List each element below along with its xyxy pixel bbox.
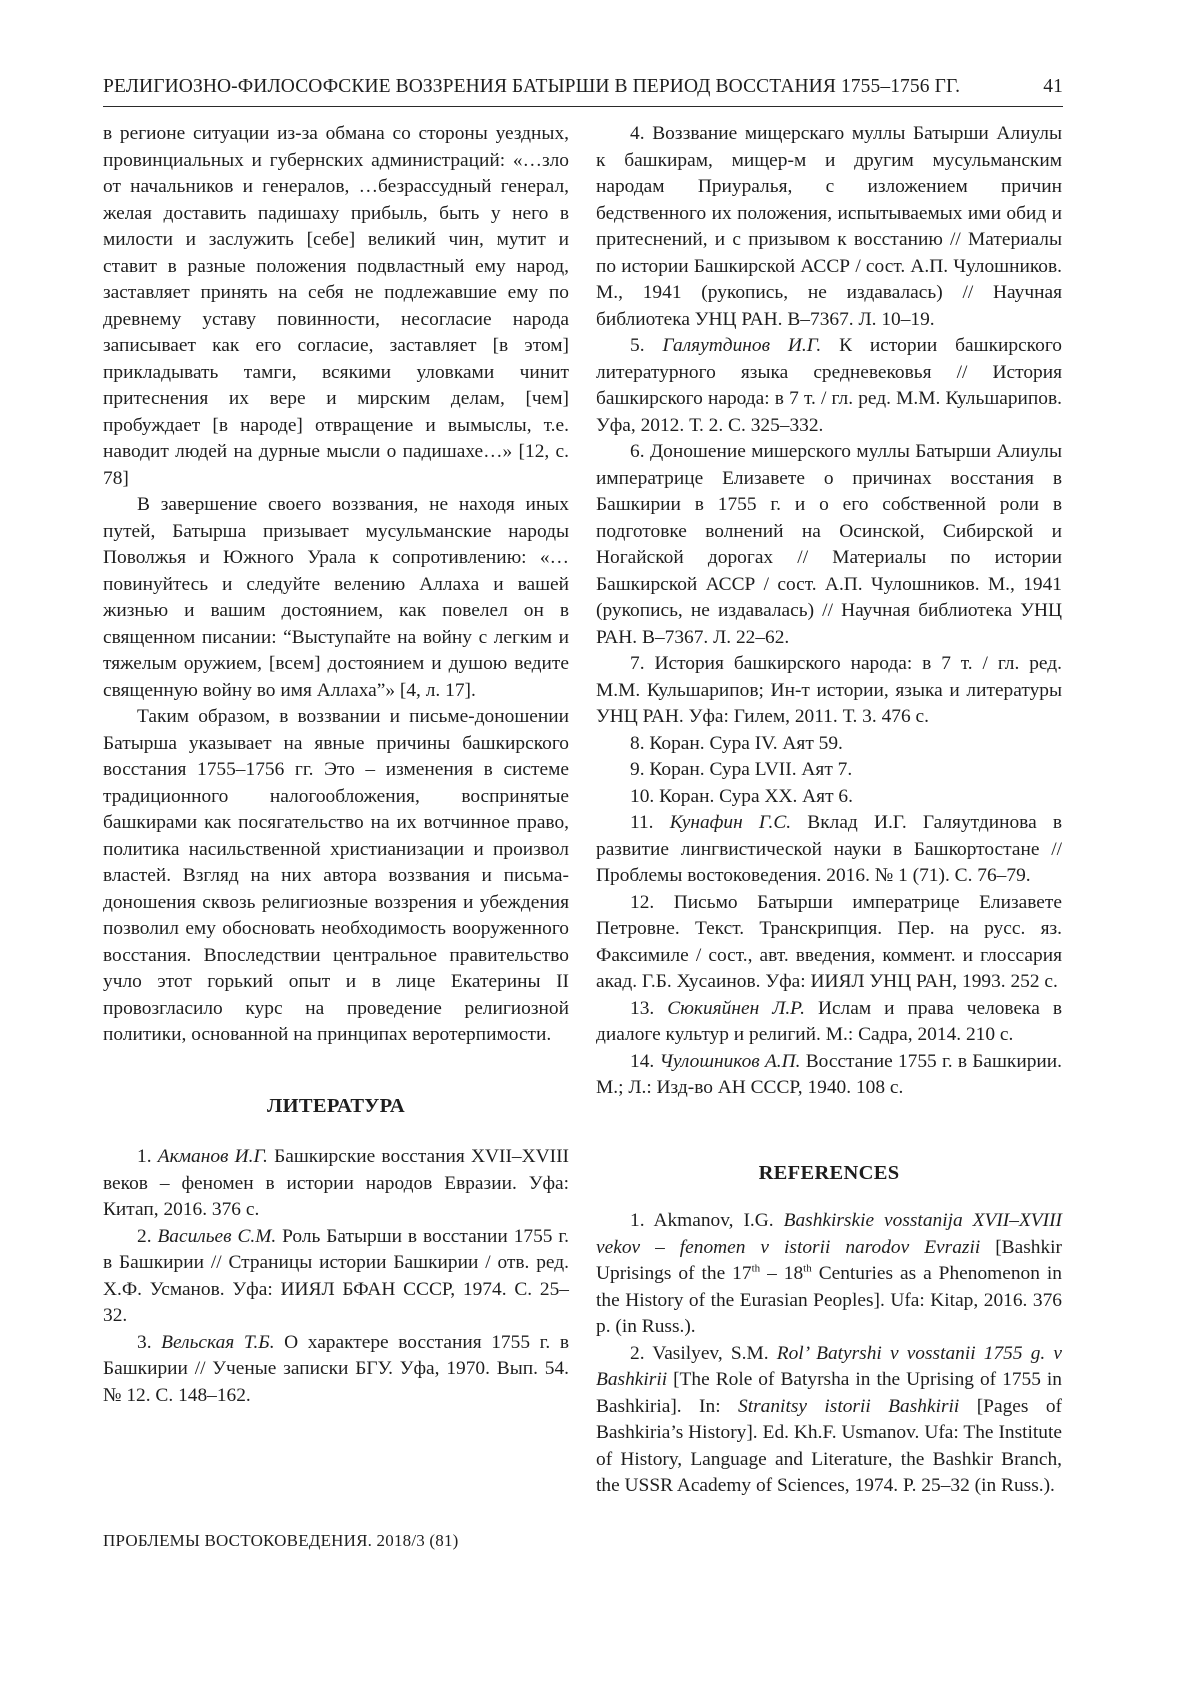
literature-item-9: 9. Коран. Сура LVII. Аят 7.	[630, 759, 853, 780]
literature-item-4: 4. Воззвание мищерскаго муллы Батырши Алиулы к башкирам, мищер-м и другим мусульманским народам Приуралья, с изложением причин бедственного их положения, испытываемых ими обид и притеснений, и с призывом к восстанию // Материалы по истории Башкирской АССР / сост. А.П. Чулошников. М., 1941 (рукопись, не издавалась) // Научная библиотека УНЦ РАН. В–7367. Л. 10–19.	[596, 123, 1062, 330]
literature-list-right	[596, 121, 1062, 1102]
left-column	[103, 121, 569, 1409]
journal-footer: ПРОБЛЕМЫ ВОСТОКОВЕДЕНИЯ. 2018/3 (81)	[103, 1531, 459, 1550]
reference-item-1: 1. Akmanov, I.G. Bashkirskie vosstanija XVII–XVIII vekov – fenomen v istorii narodov Evrazii [Bashkir Uprisings of the 17th – 18th Centuries as a Phenomenon in the History of the Eurasian Peoples]. Ufa: Kitap, 2016. 376 p. (in Russ.).	[596, 1210, 1063, 1337]
page-number: 41	[1043, 76, 1063, 97]
literature-list-left	[103, 1144, 569, 1409]
right-column	[596, 121, 1062, 1500]
body-paragraph-2: В завершение своего воззвания, не находя иных путей, Батырша призывает мусульманские народы Поволжья и Южного Урала к сопротивлению: «…повинуйтесь и следуйте велению Аллаха и вашей жизнью и вашим достоянием, как повелел он в священном писании: “Выступайте на войну с легким и тяжелым оружием, [всем] достоянием и душою ведите священную войну во имя Аллаха”» [4, л. 17].	[103, 494, 569, 701]
reference-item-2: 2. Vasilyev, S.M. Rol’ Batyrshi v vosstanii 1755 g. v Bashkirii [The Role of Batyrsha in the Uprising of 1755 in Bashkiria]. In: Stranitsy istorii Bashkirii [Pages of Bashkiria’s History]. Ed. Kh.F. Usmanov. Ufa: The Institute of History, Language and Literature, the Bashkir Branch, the USSR Academy of Sciences, 1974. P. 25–32 (in Russ.).	[596, 1342, 1062, 1496]
literature-heading: ЛИТЕРАТУРА	[267, 1094, 405, 1117]
literature-item-11: 11. Кунафин Г.С. Вклад И.Г. Галяутдинова в развитие лингвистической науки в Башкортостане // Проблемы востоковедения. 2016. № 1 (71). С. 76–79.	[596, 812, 1062, 886]
literature-item-7: 7. История башкирского народа: в 7 т. / гл. ред. М.М. Кульшарипов; Ин-т истории, языка и литературы УНЦ РАН. Уфа: Гилем, 2011. Т. 3. 476 с.	[596, 653, 1062, 727]
literature-item-3: 3. Вельская Т.Б. О характере восстания 1755 г. в Башкирии // Ученые записки БГУ. Уфа, 1970. Вып. 54. № 12. С. 148–162.	[103, 1331, 569, 1406]
literature-item-6: 6. Доношение мишерского муллы Батырши Алиулы императрице Елизавете о причинах восстания в Башкирии в 1755 г. и о его собственной роли в подготовке волнений на Осинской, Сибирской и Ногайской дорогах // Материалы по истории Башкирской АССР / сост. А.П. Чулошников. М., 1941 (рукопись, не издавалась) // Научная библиотека УНЦ РАН. В–7367. Л. 22–62.	[596, 441, 1062, 648]
literature-item-8: 8. Коран. Сура IV. Аят 59.	[630, 732, 843, 754]
literature-item-10: 10. Коран. Сура ХХ. Аят 6.	[630, 785, 853, 807]
running-header	[103, 72, 1063, 107]
literature-item-12: 12. Письмо Батырши императрице Елизавете Петровне. Текст. Транскрипция. Пер. на русс. яз. Факсимиле / сост., авт. введения, коммент. и глоссария акад. Г.Б. Хусаинов. Уфа: ИИЯЛ УНЦ РАН, 1993. 252 с.	[596, 891, 1062, 992]
literature-item-14: 14. Чулошников А.П. Восстание 1755 г. в Башкирии. М.; Л.: Изд-во АН СССР, 1940. 108 с.	[596, 1050, 1062, 1098]
literature-item-1: 1. Акманов И.Г. Башкирские восстания XVII–XVIII веков – феномен в истории народов Евразии. Уфа: Китап, 2016. 376 с.	[103, 1146, 569, 1220]
running-title: РЕЛИГИОЗНО-ФИЛОСОФСКИЕ ВОЗЗРЕНИЯ БАТЫРШИ В ПЕРИОД ВОССТАНИЯ 1755–1756 ГГ.	[103, 76, 961, 97]
literature-item-13: 13. Сюкияйнен Л.Р. Ислам и права человека в диалоге культур и религий. М.: Садра, 2014. 210 с.	[596, 997, 1062, 1045]
references-heading: REFERENCES	[758, 1161, 900, 1184]
references-list	[596, 1208, 1062, 1500]
literature-item-5: 5. Галяутдинов И.Г. К истории башкирского литературного языка средневековья // История башкирского народа: в 7 т. / гл. ред. М.М. Кульшарипов. Уфа, 2012. Т. 2. С. 325–332.	[596, 335, 1062, 436]
body-paragraph-3: Таким образом, в воззвании и письме-доношении Батырша указывает на явные причины башкирского восстания 1755–1756 гг. Это – изменения в системе традиционного налогообложения, воспринятые башкирами как посягательство на их вотчинное право, политика насильственной христианизации и произвол властей. Взгляд на них автора воззвания и письма-доношения сквозь религиозные воззрения и убеждения позволил ему обосновать необходимость вооруженного восстания. Впоследствии центральное правительство учло этот горький опыт и в лице Екатерины II провозгласило курс на проведение религиозной политики, основанной на принципах веротерпимости.	[103, 706, 569, 1045]
literature-item-2: 2. Васильев С.М. Роль Батырши в восстании 1755 г. в Башкирии // Страницы истории Башкирии / отв. ред. Х.Ф. Усманов. Уфа: ИИЯЛ БФАН СССР, 1974. С. 25–32.	[103, 1225, 569, 1326]
body-paragraph-1: в регионе ситуации из-за обмана со стороны уездных, провинциальных и губернских администраций: «…зло от начальников и генералов, …безрассудный генерал, желая доставить падишаху прибыль, быть у него в милости и заслужить [себе] великий чин, мутит и ставит в разные положения подвластный ему народ, заставляет принять на себя не подлежавшие ему по древнему уставу повинности, несогласие народа записывает как его согласие, заставляет [в этом] прикладывать тамги, всякими уловками чинит притеснения их вере и мирским делам, [чем] пробуждает [в народе] отвращение и вымыслы, т.е. наводит людей на дурные мысли о падишахе…» [12, с. 78]	[103, 123, 569, 489]
